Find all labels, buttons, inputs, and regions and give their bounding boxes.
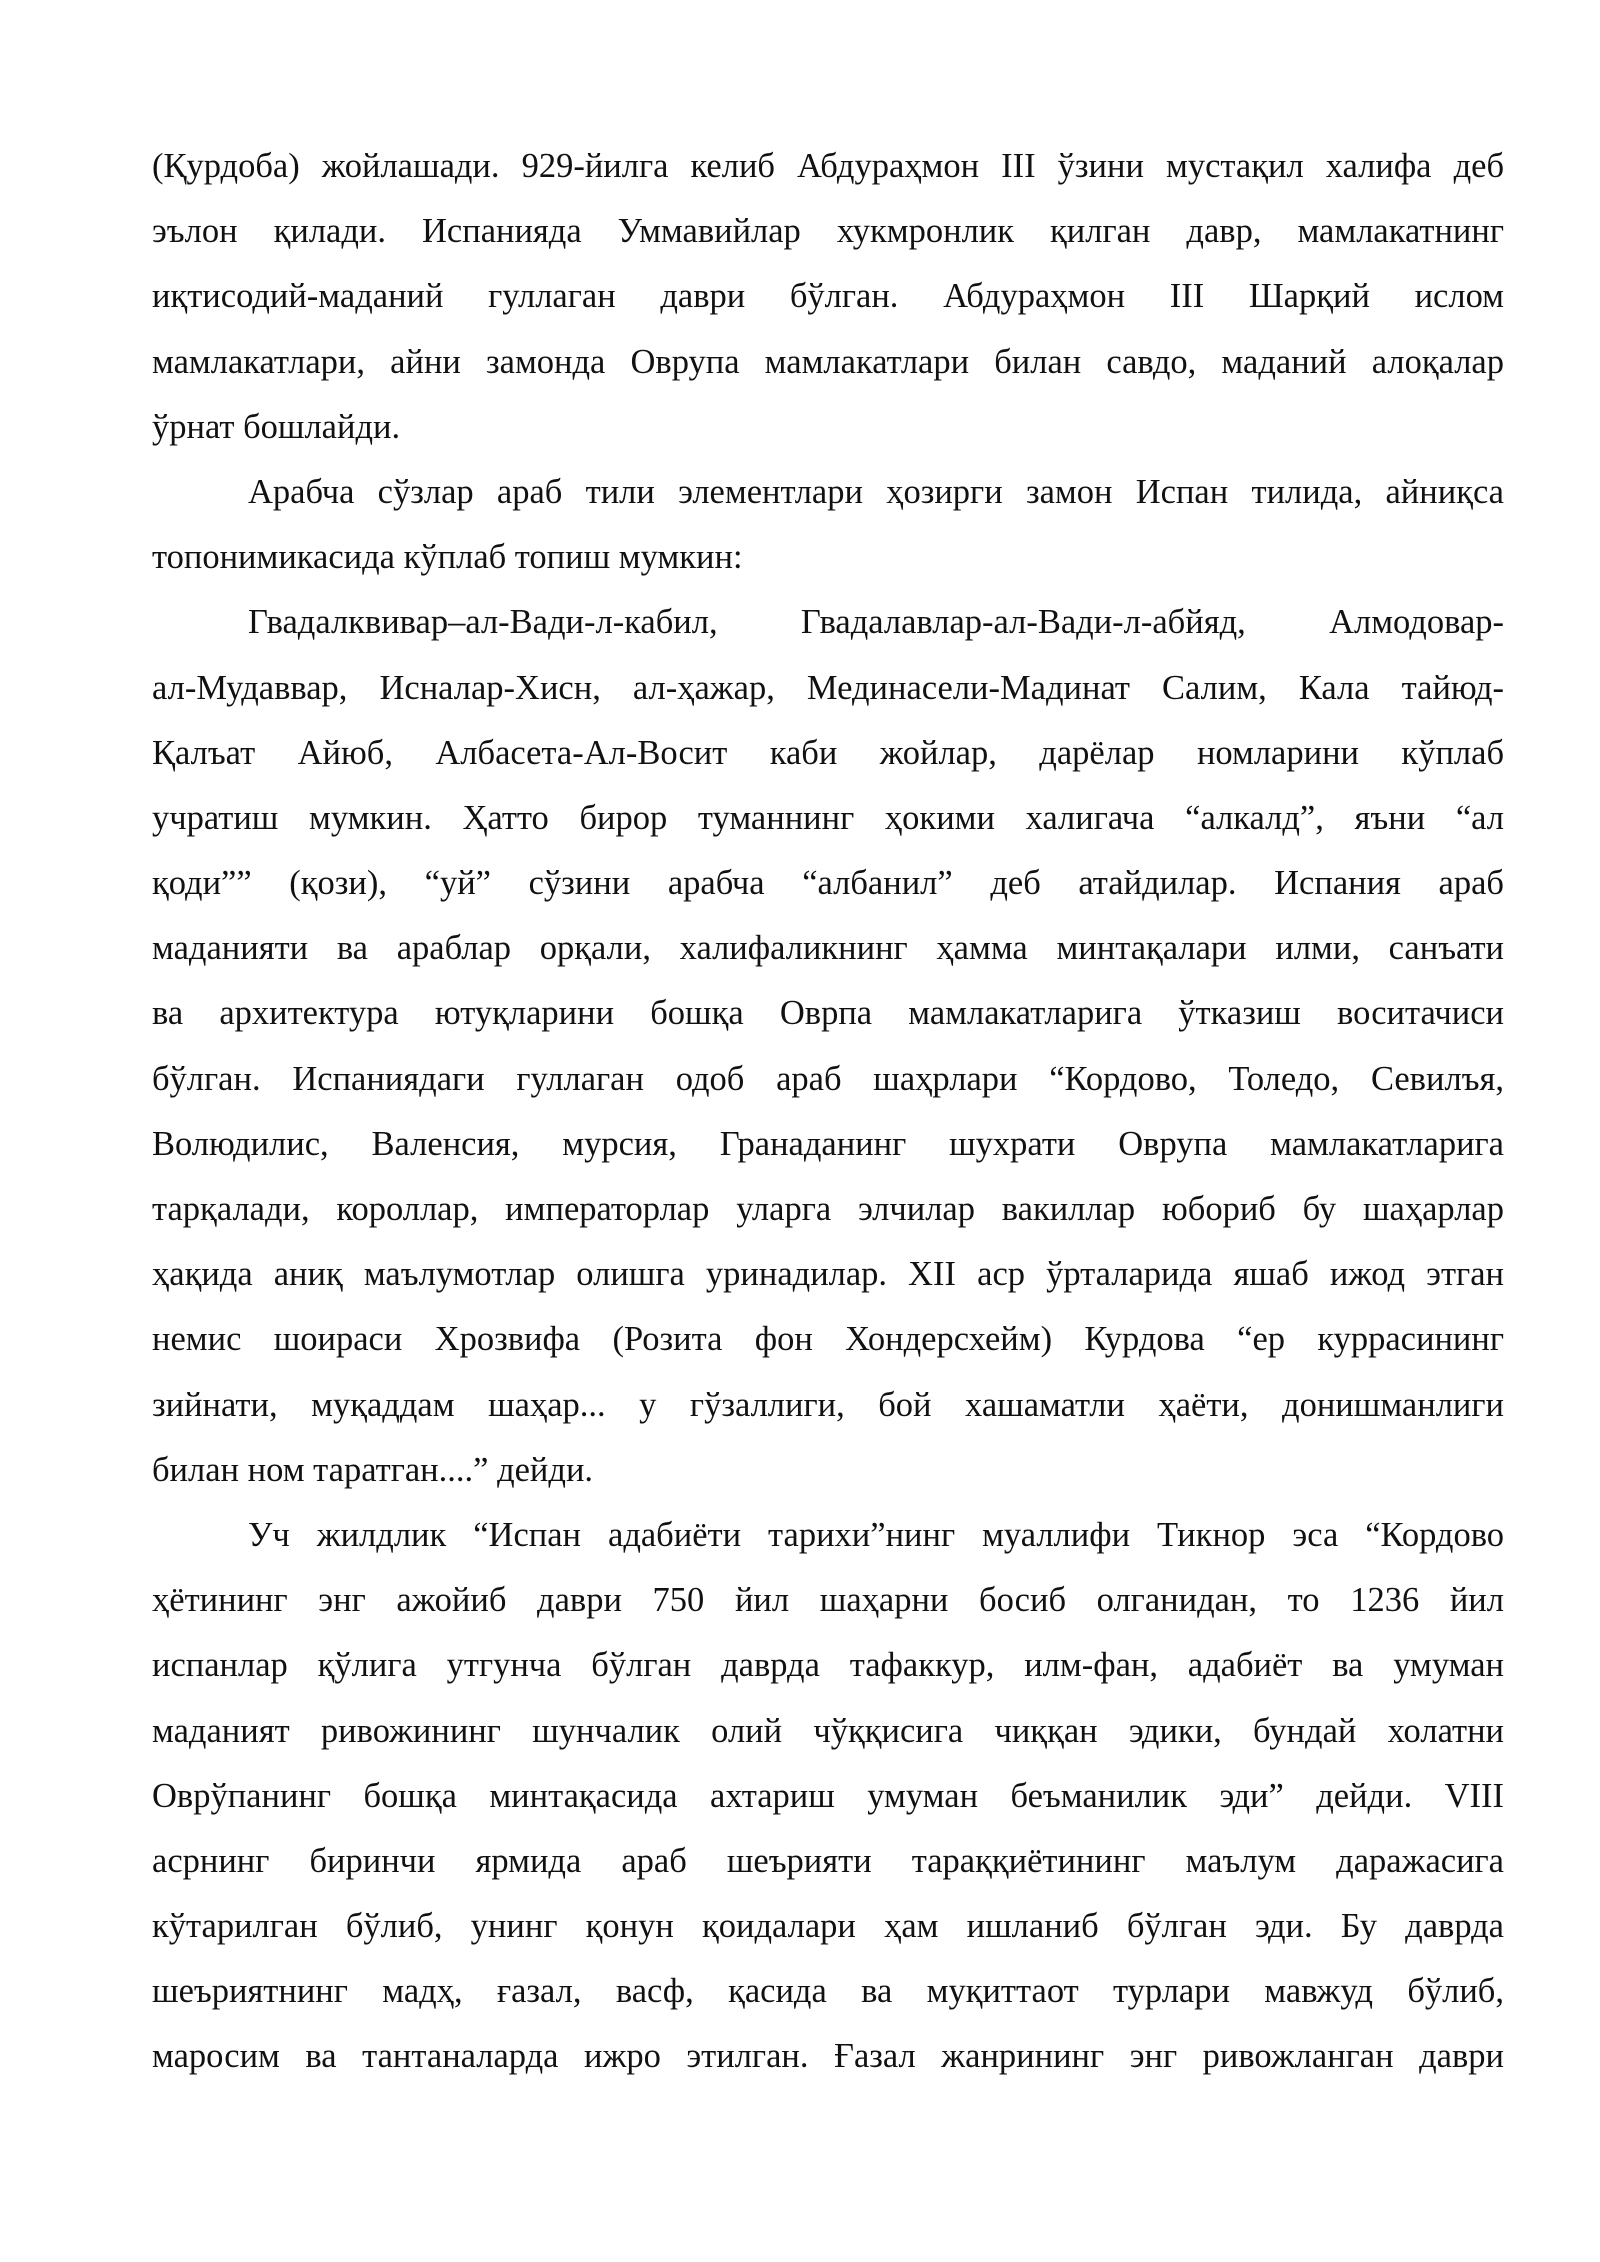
text-line: испанлар қўлига утгунча бўлган даврда тафаккур, илм-фан, адабиёт ва умуман (152, 1646, 1504, 1685)
text-line: Волюдилис, Валенсия, мурсия, Гранаданинг шухрати Оврупа мамлакатларига (152, 1124, 1504, 1163)
paragraph-4 (152, 1503, 1504, 2090)
text-line: иқтисодий-маданий гуллаган даври бўлган. Абдураҳмон III Шарқий ислом (152, 277, 1504, 316)
document-page (152, 134, 1504, 2090)
text-line: ал-Мудаввар, Исналар-Хисн, ал-ҳажар, Мединасели-Мадинат Салим, Кала тайюд- (152, 668, 1504, 707)
text-line: асрнинг биринчи ярмида араб шеърияти тараққиётининг маълум даражасига (152, 1841, 1504, 1880)
text-line: Арабча сўзлар араб тили элементлари ҳозирги замон Испан тилида, айниқса (248, 472, 1504, 511)
text-line: топонимикасида кўплаб топиш мумкин: (152, 538, 743, 577)
text-line: эълон қилади. Испанияда Уммавийлар хукмронлик қилган давр, мамлакатнинг (152, 212, 1504, 251)
paragraph-1 (152, 134, 1504, 460)
text-line: ҳётининг энг ажойиб даври 750 йил шаҳарни босиб олганидан, то 1236 йил (152, 1581, 1504, 1620)
text-line: ва архитектура ютуқларини бошқа Оврпа мамлакатларига ўтказиш воситачиси (152, 994, 1504, 1033)
text-line: Уч жилдлик “Испан адабиёти тарихи”нинг муаллифи Тикнор эса “Кордово (248, 1515, 1504, 1554)
text-line: маросим ва тантаналарда ижро этилган. Ғазал жанрининг энг ривожланган даври (152, 2037, 1504, 2076)
text-line: (Қурдоба) жойлашади. 929-йилга келиб Абдураҳмон III ўзини мустақил халифа деб (152, 147, 1504, 185)
text-line: учратиш мумкин. Ҳатто бирор туманнинг ҳокими халигача “алкалд”, яъни “ал (152, 798, 1504, 837)
text-line: билан ном таратган....” дейди. (152, 1450, 594, 1489)
text-line: қоди”” (қози), “уй” сўзини арабча “албанил” деб атайдилар. Испания араб (152, 864, 1504, 903)
text-line: бўлган. Испаниядаги гуллаган одоб араб шаҳрлари “Кордово, Толедо, Севилъя, (152, 1059, 1504, 1098)
text-line: маданият ривожининг шунчалик олий чўққисига чиққан эдики, бундай холатни (152, 1711, 1504, 1750)
text-line: ҳақида аниқ маълумотлар олишга уринадилар. XII аср ўрталарида яшаб ижод этган (152, 1255, 1504, 1294)
text-line: шеъриятнинг мадҳ, ғазал, васф, қасида ва муқиттаот турлари мавжуд бўлиб, (152, 1972, 1504, 2011)
text-line: мамлакатлари, айни замонда Оврупа мамлакатлари билан савдо, маданий алоқалар (152, 342, 1504, 381)
text-line: Қалъат Айюб, Албасета-Ал-Восит каби жойлар, дарёлар номларини кўплаб (152, 733, 1504, 772)
text-line: тарқалади, короллар, императорлар уларга элчилар вакиллар юбориб бу шаҳарлар (152, 1190, 1504, 1228)
text-line: кўтарилган бўлиб, унинг қонун қоидалари ҳам ишланиб бўлган эди. Бу даврда (152, 1907, 1504, 1946)
paragraph-3 (152, 590, 1504, 1503)
text-line: немис шоираси Хрозвифа (Розита фон Хондерсхейм) Курдова “ер куррасининг (152, 1320, 1504, 1359)
text-line: ўрнат бошлайди. (152, 407, 401, 446)
text-line: маданияти ва араблар орқали, халифаликнинг ҳамма минтақалари илми, санъати (152, 929, 1504, 968)
text-line: зийнати, муқаддам шаҳар... у гўзаллиги, бой хашаматли ҳаёти, донишманлиги (152, 1385, 1504, 1424)
text-line: Оврўпанинг бошқа минтақасида ахтариш умуман беъманилик эди” дейди. VIII (152, 1776, 1504, 1815)
text-line: Гвадалквивар–ал-Вади-л-кабил, Гвадалавлар-ал-Вади-л-абйяд, Алмодовар- (248, 603, 1504, 642)
paragraph-2 (152, 460, 1504, 590)
